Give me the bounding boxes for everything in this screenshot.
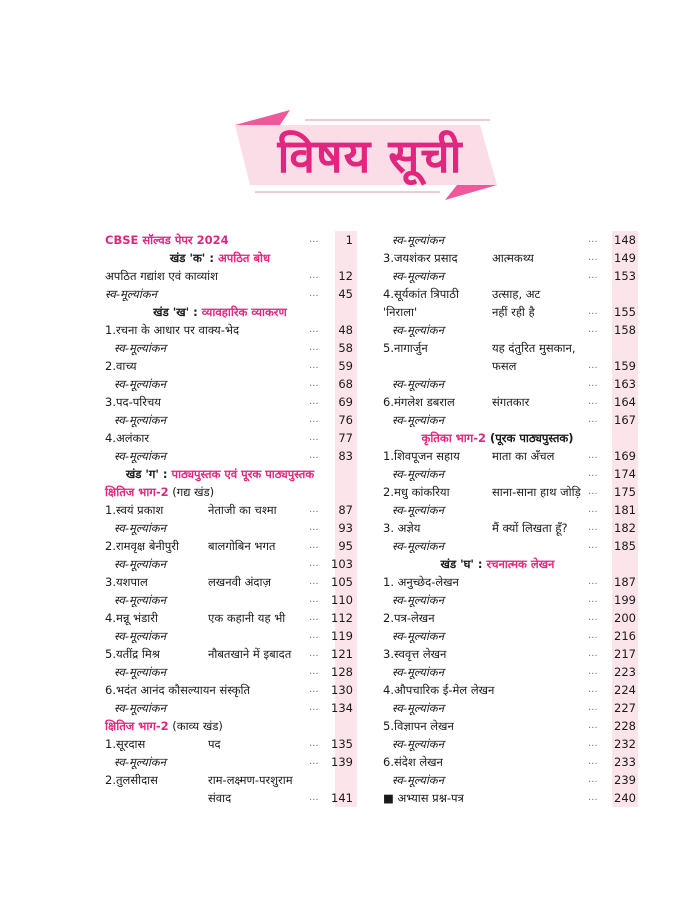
toc-row[interactable] [383,465,638,483]
chapter-title: 1.रचना के आधार पर वाक्य-भेद [105,323,240,337]
leader-dots: ... [588,468,598,479]
leader-dots: ... [309,594,319,605]
chapter-title: 3.स्ववृत्त लेखन [383,647,447,661]
page-number: 76 [338,413,353,427]
lesson-title: आत्मकथ्य [492,251,534,265]
title-banner [235,110,505,200]
chapter-title: CBSE सॉल्वड पेपर 2024 [105,233,229,247]
toc-row[interactable] [383,753,638,771]
page-number: 12 [338,269,353,283]
toc-row[interactable] [383,357,638,375]
leader-dots: ... [309,648,319,659]
toc-row[interactable] [105,285,355,303]
page-number: 128 [331,665,353,679]
chapter-title: 5.यतींद्र मिश्र [105,647,160,661]
self-assessment-label: स्व-मूल्यांकन [392,269,445,283]
chapter-title: 3.जयशंकर प्रसाद [383,251,458,265]
lesson-title: माता का अँचल [492,449,555,463]
self-assessment-label: स्व-मूल्यांकन [114,449,167,463]
toc-row[interactable] [105,537,355,555]
leader-dots: ... [309,684,319,695]
lesson-title: फसल [492,359,517,373]
page-number: 95 [338,539,353,553]
page-number: 110 [331,593,353,607]
page-number: 83 [338,449,353,463]
lesson-title: मैं क्यों लिखता हूँ? [492,521,568,535]
leader-dots: ... [309,360,319,371]
section-title: कृतिका भाग-2 [421,431,486,445]
page-number: 174 [614,467,636,481]
leader-dots: ... [309,432,319,443]
self-assessment-label: स्व-मूल्यांकन [392,413,445,427]
lesson-title: यह दंतुरित मुसकान, [492,341,576,355]
leader-dots: ... [588,540,598,551]
leader-dots: ... [588,702,598,713]
page-number: 216 [614,629,636,643]
leader-dots: ... [309,756,319,767]
lesson-title: राम-लक्ष्मण-परशुराम [208,773,293,787]
leader-dots: ... [309,234,319,245]
page-number: 103 [331,557,353,571]
leader-dots: ... [588,684,598,695]
section-heading[interactable] [105,303,335,321]
toc-row[interactable] [105,321,355,339]
chapter-title: 'निराला' [383,305,418,319]
page-number: 1 [345,233,353,247]
toc-row[interactable] [383,375,638,393]
page-number: 69 [338,395,353,409]
page-number: 187 [614,575,636,589]
toc-row[interactable] [105,753,355,771]
toc-row[interactable] [383,285,638,303]
section-title: रचनात्मक लेखन [486,557,555,571]
leader-dots: ... [309,792,319,803]
leader-dots: ... [588,360,598,371]
lesson-title: लखनवी अंदाज़ [208,575,272,589]
self-assessment-label: स्व-मूल्यांकन [392,377,445,391]
leader-dots: ... [309,270,319,281]
page-number: 130 [331,683,353,697]
leader-dots: ... [588,306,598,317]
chapter-title: 4.औपचारिक ई-मेल लेखन [383,683,495,697]
section-heading[interactable] [383,429,612,447]
toc-row[interactable] [383,393,638,411]
lesson-title: संगतकार [492,395,530,409]
page-number: 134 [331,701,353,715]
toc-row[interactable] [105,555,355,573]
leader-dots: ... [309,738,319,749]
toc-row[interactable] [383,717,638,735]
section-heading-text [441,557,555,571]
self-assessment-label: स्व-मूल्यांकन [114,557,167,571]
toc-row[interactable] [383,303,638,321]
leader-dots: ... [588,738,598,749]
subsection-subtitle: (काव्य खंड) [168,719,223,733]
self-assessment-label: स्व-मूल्यांकन [114,755,167,769]
page-number: 119 [331,629,353,643]
subsection-subtitle: (गद्य खंड) [168,485,215,499]
chapter-title: 3.पद-परिचय [105,395,161,409]
self-assessment-label: स्व-मूल्यांकन [392,665,445,679]
section-title: व्यावहारिक व्याकरण [201,305,287,319]
section-title: पाठ्यपुस्तक एवं पूरक पाठ्यपुस्तक [171,467,315,481]
leader-dots: ... [588,504,598,515]
leader-dots: ... [588,666,598,677]
page-number: 153 [614,269,636,283]
chapter-title: 2.वाच्य [105,359,137,373]
page-number: 217 [614,647,636,661]
lesson-title: नौबतखाने में इबादत [208,647,292,661]
self-assessment-label: स्व-मूल्यांकन [114,593,167,607]
page-number: 240 [614,791,636,805]
toc-row[interactable] [105,501,355,519]
toc-row[interactable] [105,339,355,357]
subsection-title: क्षितिज भाग-2 [105,485,169,499]
chapter-title: अपठित गद्यांश एवं काव्यांश [105,269,218,283]
self-assessment-label: स्व-मूल्यांकन [392,539,445,553]
leader-dots: ... [588,324,598,335]
toc-row[interactable] [383,699,638,717]
page-number: 68 [338,377,353,391]
lesson-title: नहीं रही है [492,305,535,319]
self-assessment-label: स्व-मूल्यांकन [114,413,167,427]
leader-dots: ... [309,630,319,641]
toc-row[interactable] [105,609,355,627]
toc-row[interactable] [105,645,355,663]
toc-row[interactable] [105,699,355,717]
self-assessment-label: स्व-मूल्यांकन [392,737,445,751]
lesson-title: बालगोबिन भगत [208,539,276,553]
page-number: 121 [331,647,353,661]
self-assessment-label: स्व-मूल्यांकन [114,377,167,391]
leader-dots: ... [309,702,319,713]
toc-row[interactable] [105,375,355,393]
self-assessment-label: स्व-मूल्यांकन [114,629,167,643]
self-assessment-label: स्व-मूल्यांकन [114,665,167,679]
subsection-heading[interactable] [105,717,355,735]
toc-row[interactable] [105,735,355,753]
leader-dots: ... [309,558,319,569]
toc-row[interactable] [105,267,355,285]
chapter-title: 5.विज्ञापन लेखन [383,719,454,733]
toc-row[interactable] [383,339,638,357]
leader-dots: ... [309,612,319,623]
section-prefix: खंड 'घ' : [440,557,487,571]
subsection-heading[interactable] [105,483,355,501]
leader-dots: ... [588,756,598,767]
section-prefix: खंड 'ग' : [125,467,172,481]
chapter-title: 1.शिवपूजन सहाय [383,449,460,463]
toc-row[interactable] [383,681,638,699]
chapter-title: 6.भदंत आनंद कौसल्यायन संस्कृति [105,683,251,697]
section-prefix: खंड 'क' : [169,251,218,265]
section-heading[interactable] [105,465,335,483]
page-number: 228 [614,719,636,733]
toc-row[interactable] [105,357,355,375]
toc-left-column [105,231,355,807]
toc-row[interactable] [383,447,638,465]
lesson-title: उत्साह, अट [492,287,541,301]
leader-dots: ... [588,522,598,533]
subsection-title: क्षितिज भाग-2 [105,719,169,733]
page-number: 199 [614,593,636,607]
leader-dots: ... [588,252,598,263]
lesson-title: साना-साना हाथ जोड़ि [492,485,581,499]
toc-row[interactable] [105,447,355,465]
chapter-title: 2.मधु कांकरिया [383,485,450,499]
section-heading[interactable] [105,249,335,267]
page-number: 155 [614,305,636,319]
toc-row[interactable] [383,267,638,285]
chapter-title: 5.नागार्जुन [383,341,428,355]
page-number: 227 [614,701,636,715]
page-number: 148 [614,233,636,247]
section-heading-text [422,431,574,445]
leader-dots: ... [309,378,319,389]
chapter-title: 1.सूरदास [105,737,146,751]
chapter-title: 6.संदेश लेखन [383,755,443,769]
toc-row[interactable] [383,771,638,789]
page-number: 185 [614,539,636,553]
section-subtitle: (पूरक पाठ्यपुस्तक) [486,431,574,445]
section-prefix: खंड 'ख' : [153,305,202,319]
leader-dots: ... [588,648,598,659]
toc-row[interactable] [105,681,355,699]
toc-row[interactable] [383,411,638,429]
chapter-title: 4.सूर्यकांत त्रिपाठी [383,287,459,301]
section-heading[interactable] [383,555,612,573]
page-number: 112 [331,611,353,625]
page-number: 105 [331,575,353,589]
page-number: 59 [338,359,353,373]
self-assessment-label: स्व-मूल्यांकन [114,521,167,535]
toc-row[interactable] [383,519,638,537]
chapter-title: 4.अलंकार [105,431,150,445]
self-assessment-label: स्व-मूल्यांकन [114,341,167,355]
chapter-title: 2.तुलसीदास [105,773,158,787]
leader-dots: ... [588,576,598,587]
self-assessment-label: स्व-मूल्यांकन [114,701,167,715]
leader-dots: ... [588,414,598,425]
toc-row[interactable] [105,591,355,609]
leader-dots: ... [588,270,598,281]
page-number: 233 [614,755,636,769]
toc-row[interactable] [383,645,638,663]
leader-dots: ... [309,324,319,335]
section-heading-text [170,251,270,265]
chapter-title: 2.पत्र-लेखन [383,611,435,625]
leader-dots: ... [309,414,319,425]
leader-dots: ... [588,378,598,389]
page-number: 224 [614,683,636,697]
toc-row[interactable] [383,591,638,609]
toc-row[interactable] [383,321,638,339]
lesson-title: पद [208,737,221,751]
page-number: 232 [614,737,636,751]
section-heading-text [153,305,287,319]
self-assessment-label: स्व-मूल्यांकन [105,287,158,301]
chapter-title: 2.रामवृक्ष बेनीपुरी [105,539,179,553]
toc-row[interactable] [383,483,638,501]
page-number: 239 [614,773,636,787]
toc-row[interactable] [383,501,638,519]
toc-row[interactable] [383,249,638,267]
toc-row[interactable] [105,429,355,447]
leader-dots: ... [588,720,598,731]
toc-row[interactable] [383,627,638,645]
leader-dots: ... [309,522,319,533]
lesson-title: संवाद [208,791,232,805]
page-number: 87 [338,503,353,517]
lesson-title: नेताजी का चश्मा [208,503,277,517]
page-title: विषय सूची [277,129,463,183]
self-assessment-label: स्व-मूल्यांकन [392,701,445,715]
page-number: 135 [331,737,353,751]
page-number: 167 [614,413,636,427]
page-number: 181 [614,503,636,517]
chapter-title: 3.यशपाल [105,575,148,589]
chapter-title: 1.स्वयं प्रकाश [105,503,164,517]
leader-dots: ... [588,486,598,497]
page-number: 182 [614,521,636,535]
toc-row[interactable] [383,609,638,627]
leader-dots: ... [588,396,598,407]
self-assessment-label: स्व-मूल्यांकन [392,233,445,247]
toc-row[interactable] [105,393,355,411]
leader-dots: ... [309,540,319,551]
toc-row[interactable] [105,573,355,591]
leader-dots: ... [309,342,319,353]
leader-dots: ... [588,234,598,245]
page-number: 159 [614,359,636,373]
leader-dots: ... [588,450,598,461]
leader-dots: ... [309,396,319,407]
page-number: 175 [614,485,636,499]
leader-dots: ... [309,576,319,587]
subsection-heading-text [105,483,214,501]
leader-dots: ... [588,612,598,623]
page-number: 48 [338,323,353,337]
toc-row[interactable] [105,771,355,789]
chapter-title: 4.मन्नू भंडारी [105,611,158,625]
toc-row[interactable] [105,519,355,537]
self-assessment-label: स्व-मूल्यांकन [392,467,445,481]
leader-dots: ... [588,774,598,785]
chapter-title: 3. अज्ञेय [383,521,421,535]
toc-row[interactable] [383,537,638,555]
subsection-heading-text [105,717,223,735]
page-number: 169 [614,449,636,463]
toc-row[interactable] [383,663,638,681]
leader-dots: ... [588,792,598,803]
page-number: 141 [331,791,353,805]
section-heading-text [126,467,314,481]
page-number: 200 [614,611,636,625]
self-assessment-label: स्व-मूल्यांकन [392,503,445,517]
toc-row[interactable] [383,789,638,807]
toc-row[interactable] [105,627,355,645]
leader-dots: ... [588,594,598,605]
section-title: अपठित बोध [217,251,271,265]
chapter-title: 1. अनुच्छेद-लेखन [383,575,459,589]
page-number: 149 [614,251,636,265]
page-number: 45 [338,287,353,301]
page-number: 164 [614,395,636,409]
leader-dots: ... [309,450,319,461]
self-assessment-label: स्व-मूल्यांकन [392,773,445,787]
lesson-title: एक कहानी यह भी [208,611,286,625]
page-number: 77 [338,431,353,445]
leader-dots: ... [588,630,598,641]
page-number: 223 [614,665,636,679]
toc-row[interactable] [383,573,638,591]
leader-dots: ... [309,666,319,677]
page-number: 58 [338,341,353,355]
leader-dots: ... [309,504,319,515]
leader-dots: ... [309,288,319,299]
toc-row[interactable] [383,231,638,249]
toc-row[interactable] [383,735,638,753]
toc-row[interactable] [105,789,355,807]
toc-row[interactable] [105,231,355,249]
toc-right-column [383,231,638,807]
toc-row[interactable] [105,663,355,681]
page-number: 93 [338,521,353,535]
page-number: 163 [614,377,636,391]
toc-row[interactable] [105,411,355,429]
self-assessment-label: स्व-मूल्यांकन [392,593,445,607]
chapter-title: ■ अभ्यास प्रश्न-पत्र [383,791,464,805]
chapter-title: 6.मंगलेश डबराल [383,395,455,409]
page-number: 139 [331,755,353,769]
self-assessment-label: स्व-मूल्यांकन [392,323,445,337]
page-number: 158 [614,323,636,337]
self-assessment-label: स्व-मूल्यांकन [392,629,445,643]
